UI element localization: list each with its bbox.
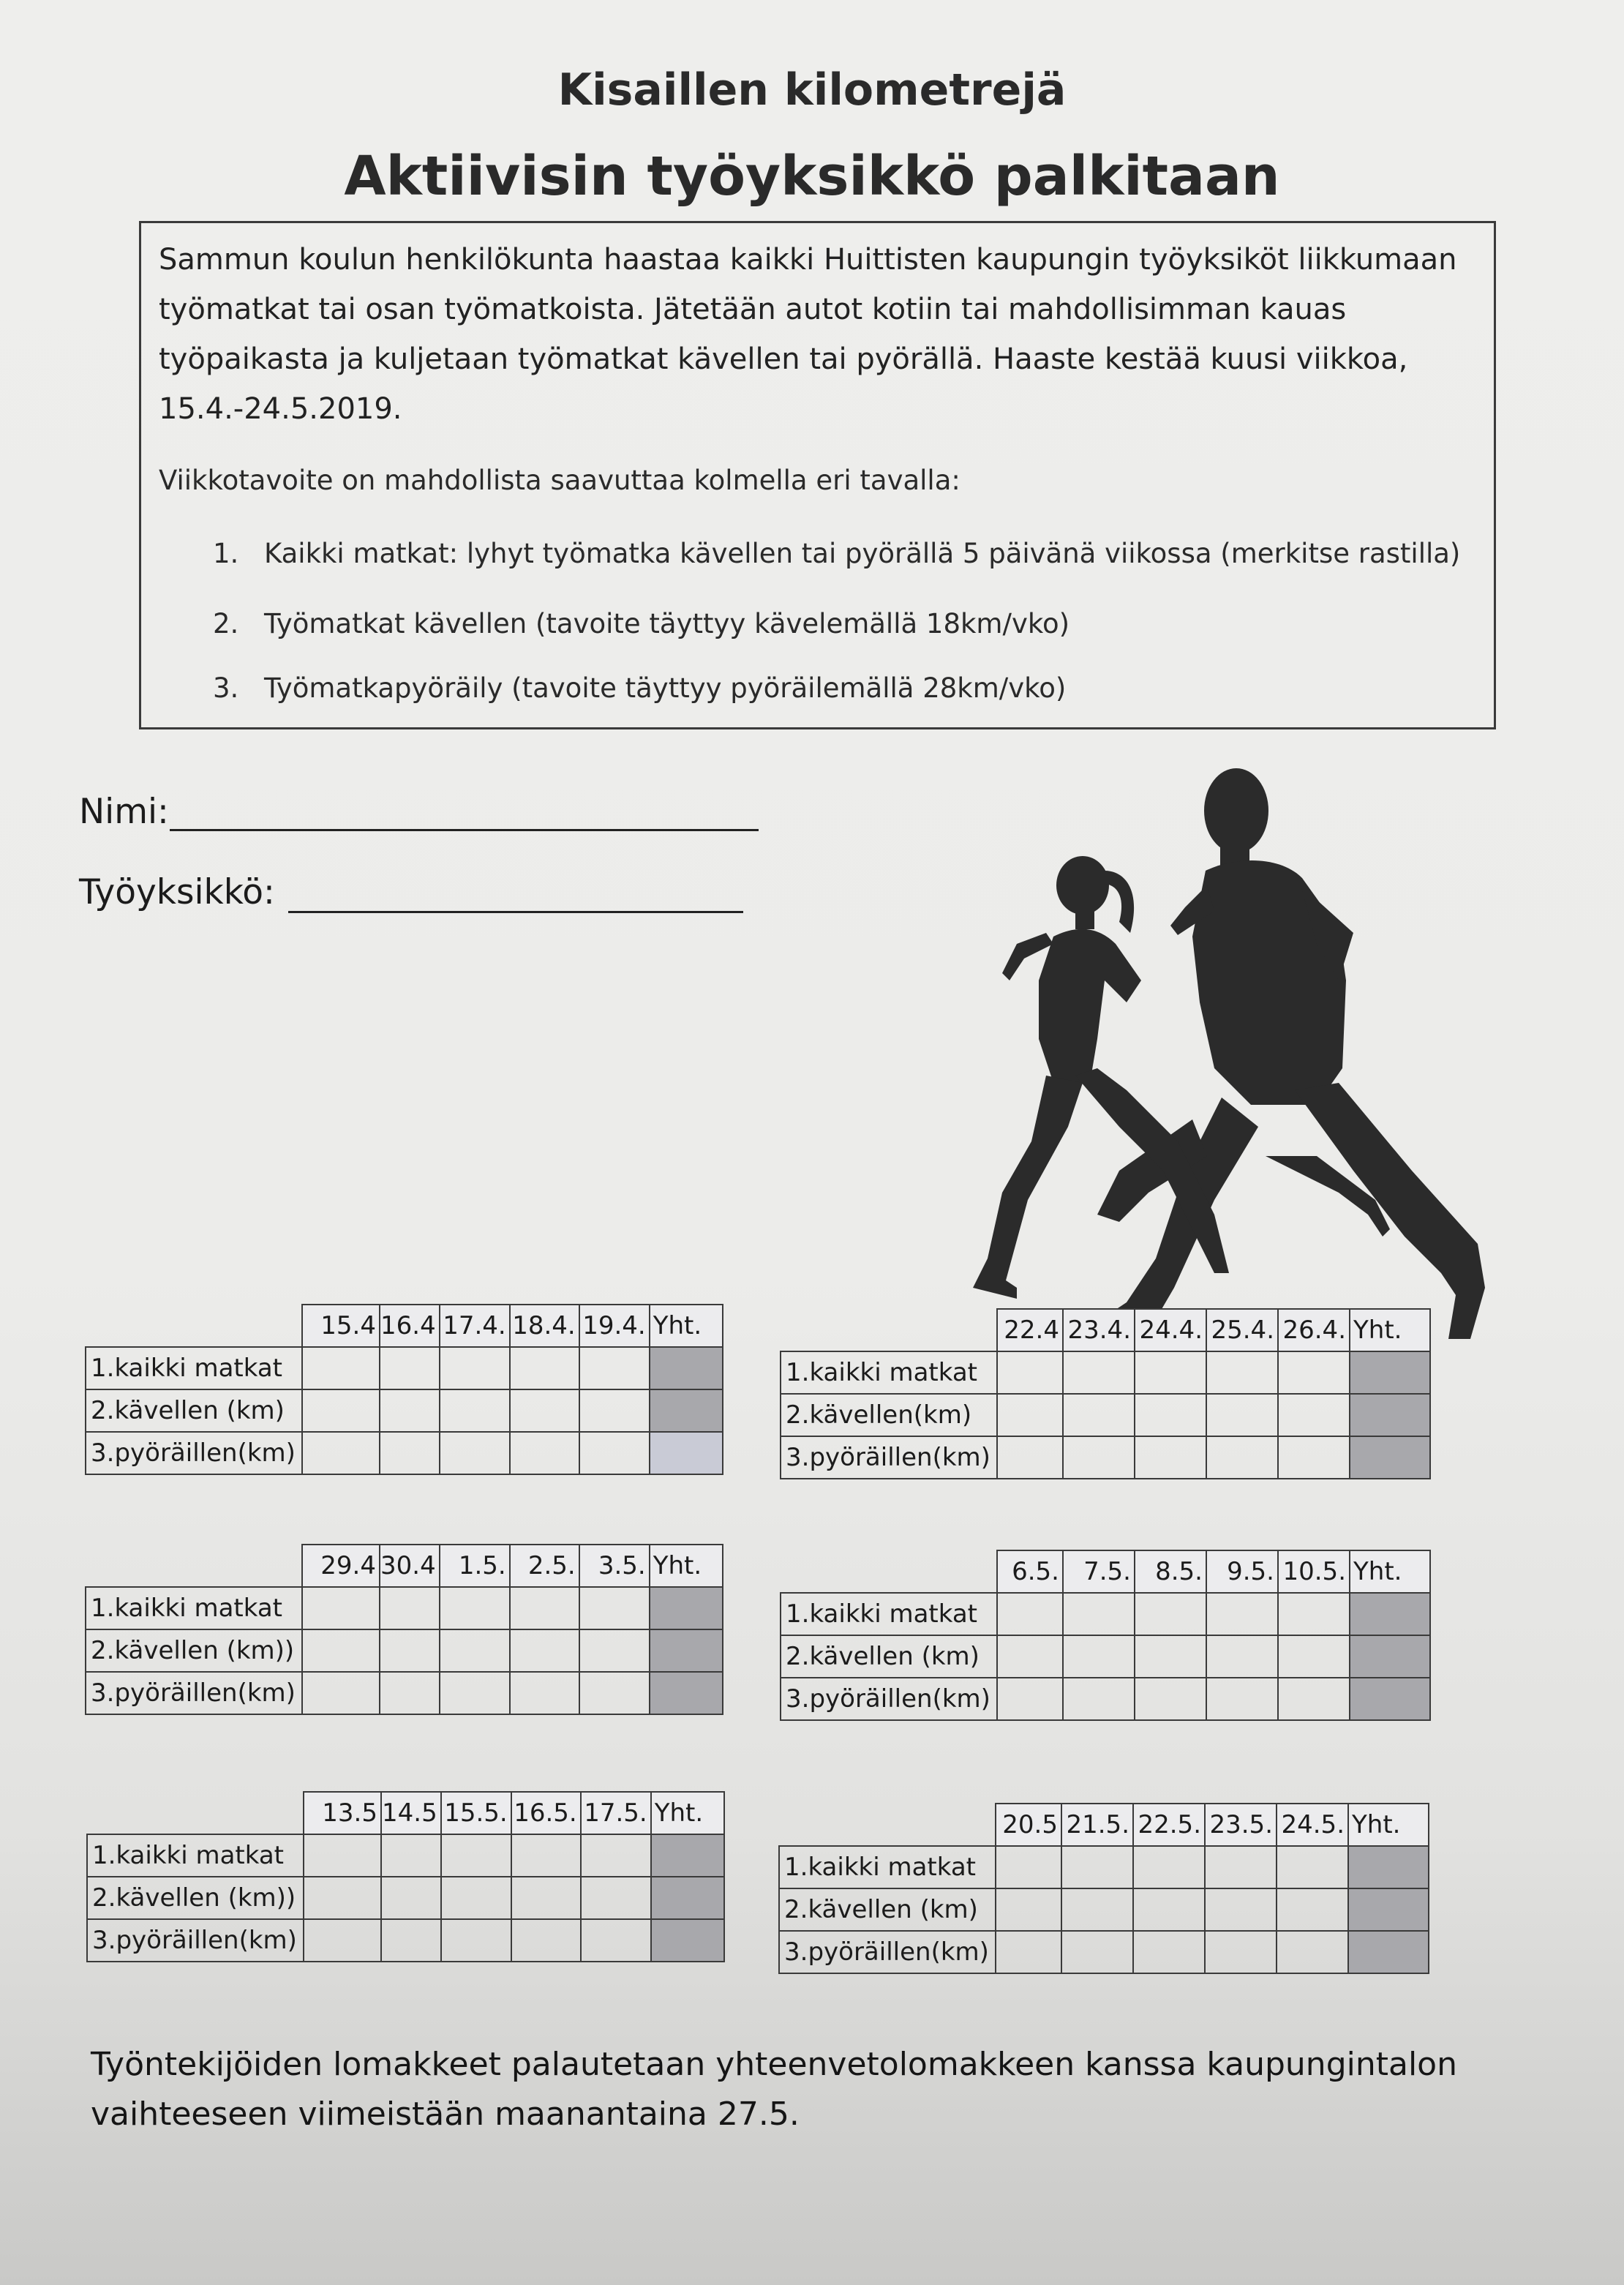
row-label: 2.kävellen (km) [781,1635,997,1678]
week-table [778,1803,1429,1974]
date-header: 17.5. [581,1792,651,1834]
table-row [87,1919,724,1962]
entry-cell[interactable] [1135,1436,1206,1479]
entry-cell[interactable] [302,1587,380,1629]
entry-cell[interactable] [1135,1635,1206,1678]
page-subtitle: Aktiivisin työyksikkö palkitaan [344,145,1280,208]
entry-cell[interactable] [581,1834,651,1877]
entry-cell[interactable] [996,1888,1061,1931]
date-header: 16.4 [380,1305,440,1347]
entry-cell[interactable] [1277,1931,1348,1973]
total-cell[interactable] [651,1919,724,1962]
entry-cell[interactable] [581,1877,651,1919]
table-row [779,1846,1429,1888]
table-row [86,1389,723,1432]
date-header: 22.5. [1133,1804,1205,1846]
entry-cell[interactable] [510,1629,579,1672]
total-cell[interactable] [1348,1888,1429,1931]
entry-cell[interactable] [1278,1593,1350,1635]
entry-cell[interactable] [511,1877,581,1919]
entry-cell[interactable] [302,1629,380,1672]
date-header: 8.5. [1135,1550,1206,1593]
total-cell[interactable] [650,1672,723,1714]
row-label: 2.kävellen (km)) [86,1629,302,1672]
total-header: Yht. [1350,1550,1430,1593]
entry-cell[interactable] [1061,1888,1133,1931]
entry-cell[interactable] [302,1347,380,1389]
entry-cell[interactable] [1206,1394,1278,1436]
week-table [85,1544,723,1715]
entry-cell[interactable] [1206,1351,1278,1394]
entry-cell[interactable] [1061,1846,1133,1888]
row-label: 1.kaikki matkat [86,1347,302,1389]
table-row [86,1629,723,1672]
total-cell[interactable] [1350,1436,1430,1479]
entry-cell[interactable] [996,1931,1061,1973]
entry-cell[interactable] [511,1834,581,1877]
table-row [781,1635,1430,1678]
entry-cell[interactable] [380,1389,440,1432]
entry-cell[interactable] [1277,1888,1348,1931]
table-row [781,1436,1430,1479]
total-cell[interactable] [1350,1351,1430,1394]
table-row [781,1678,1430,1720]
total-cell[interactable] [650,1587,723,1629]
date-header: 23.5. [1205,1804,1277,1846]
total-header: Yht. [651,1792,724,1834]
date-header: 14.5 [381,1792,441,1834]
total-cell[interactable] [650,1432,723,1474]
intro-line: työmatkat tai osan työmatkoista. Jätetään autot kotiin tai mahdollisimman kauas [159,293,1347,326]
entry-cell[interactable] [1063,1351,1135,1394]
entry-cell[interactable] [579,1587,650,1629]
goal-text: Työmatkat kävellen (tavoite täyttyy kävelemällä 18km/vko) [264,608,1070,639]
total-header: Yht. [1348,1804,1429,1846]
entry-cell[interactable] [579,1389,650,1432]
row-label: 3.pyöräillen(km) [781,1678,997,1720]
row-label: 3.pyöräillen(km) [86,1672,302,1714]
row-label: 3.pyöräillen(km) [86,1432,302,1474]
date-header: 13.5 [304,1792,381,1834]
footer-line: vaihteeseen viimeistään maanantaina 27.5. [91,2095,800,2133]
entry-cell[interactable] [1206,1436,1278,1479]
table-row [86,1587,723,1629]
entry-cell[interactable] [510,1432,579,1474]
entry-cell[interactable] [380,1347,440,1389]
entry-cell[interactable] [1135,1678,1206,1720]
unit-label: Työyksikkö: [79,872,275,912]
unit-field[interactable] [288,911,743,913]
entry-cell[interactable] [1133,1846,1205,1888]
entry-cell[interactable] [1206,1678,1278,1720]
goal-item [213,672,1066,704]
entry-cell[interactable] [1061,1931,1133,1973]
date-header: 24.4. [1135,1309,1206,1351]
entry-cell[interactable] [440,1389,510,1432]
date-header: 30.4 [380,1545,440,1587]
week-table [780,1550,1431,1721]
date-header: 16.5. [511,1792,581,1834]
total-header: Yht. [1350,1309,1430,1351]
entry-cell[interactable] [997,1678,1063,1720]
entry-cell[interactable] [997,1351,1063,1394]
row-label: 3.pyöräillen(km) [779,1931,996,1973]
name-label: Nimi: [79,792,169,832]
date-header: 15.5. [441,1792,511,1834]
entry-cell[interactable] [1133,1888,1205,1931]
total-cell[interactable] [1350,1593,1430,1635]
entry-cell[interactable] [302,1672,380,1714]
entry-cell[interactable] [1205,1931,1277,1973]
row-label: 1.kaikki matkat [86,1587,302,1629]
total-cell[interactable] [650,1347,723,1389]
total-cell[interactable] [650,1629,723,1672]
entry-cell[interactable] [997,1394,1063,1436]
entry-cell[interactable] [1135,1394,1206,1436]
entry-cell[interactable] [510,1389,579,1432]
entry-cell[interactable] [1278,1351,1350,1394]
entry-cell[interactable] [1206,1635,1278,1678]
entry-cell[interactable] [441,1919,511,1962]
entry-cell[interactable] [1063,1394,1135,1436]
entry-cell[interactable] [1135,1351,1206,1394]
week-table [86,1791,725,1962]
date-header: 17.4. [440,1305,510,1347]
entry-cell[interactable] [1205,1846,1277,1888]
entry-cell[interactable] [1277,1846,1348,1888]
intro-text [159,235,1475,434]
entry-cell[interactable] [440,1347,510,1389]
table-row [86,1347,723,1389]
goal-lead: Viikkotavoite on mahdollista saavuttaa kolmella eri tavalla: [159,465,961,496]
goal-item [213,538,1460,569]
entry-cell[interactable] [381,1877,441,1919]
entry-cell[interactable] [581,1919,651,1962]
table-row [781,1394,1430,1436]
row-label: 1.kaikki matkat [781,1593,997,1635]
date-header: 15.4 [302,1305,380,1347]
entry-cell[interactable] [1206,1593,1278,1635]
date-header: 3.5. [579,1545,650,1587]
entry-cell[interactable] [441,1834,511,1877]
entry-cell[interactable] [441,1877,511,1919]
table-row [86,1432,723,1474]
name-field[interactable] [170,829,759,831]
entry-cell[interactable] [997,1593,1063,1635]
total-cell[interactable] [651,1877,724,1919]
entry-cell[interactable] [440,1672,510,1714]
row-label: 3.pyöräillen(km) [87,1919,304,1962]
entry-cell[interactable] [440,1629,510,1672]
entry-cell[interactable] [579,1347,650,1389]
total-cell[interactable] [1348,1846,1429,1888]
row-label: 1.kaikki matkat [87,1834,304,1877]
entry-cell[interactable] [1063,1678,1135,1720]
date-header: 1.5. [440,1545,510,1587]
goal-number: 3. [213,672,239,704]
entry-cell[interactable] [380,1629,440,1672]
week-table [85,1304,723,1475]
entry-cell[interactable] [381,1919,441,1962]
entry-cell[interactable] [380,1432,440,1474]
date-header: 18.4. [510,1305,579,1347]
entry-cell[interactable] [1278,1678,1350,1720]
date-header: 2.5. [510,1545,579,1587]
entry-cell[interactable] [440,1432,510,1474]
date-header: 25.4. [1206,1309,1278,1351]
total-header: Yht. [650,1545,723,1587]
row-label: 2.kävellen (km) [779,1888,996,1931]
runners-illustration [973,761,1514,1339]
date-header: 9.5. [1206,1550,1278,1593]
table-row [87,1834,724,1877]
entry-cell[interactable] [440,1587,510,1629]
info-box [139,221,1496,729]
entry-cell[interactable] [1063,1436,1135,1479]
entry-cell[interactable] [1278,1394,1350,1436]
goal-text: Kaikki matkat: lyhyt työmatka kävellen tai pyörällä 5 päivänä viikossa (merkitse rastilla) [264,538,1461,569]
table-row [779,1888,1429,1931]
entry-cell[interactable] [997,1436,1063,1479]
entry-cell[interactable] [380,1672,440,1714]
entry-cell[interactable] [302,1389,380,1432]
date-header: 19.4. [579,1305,650,1347]
goal-number: 1. [213,538,239,569]
row-label: 2.kävellen (km) [86,1389,302,1432]
date-header: 24.5. [1277,1804,1348,1846]
goal-item [213,608,1069,639]
date-header: 21.5. [1061,1804,1133,1846]
footer-line: Työntekijöiden lomakkeet palautetaan yhteenvetolomakkeen kanssa kaupungintalon [91,2046,1457,2083]
date-header: 22.4 [997,1309,1063,1351]
date-header: 29.4 [302,1545,380,1587]
entry-cell[interactable] [381,1834,441,1877]
intro-line: Sammun koulun henkilökunta haastaa kaikki Huittisten kaupungin työyksiköt liikkumaan [159,243,1457,277]
entry-cell[interactable] [302,1432,380,1474]
date-header: 10.5. [1278,1550,1350,1593]
table-row [86,1672,723,1714]
total-cell[interactable] [651,1834,724,1877]
entry-cell[interactable] [304,1919,381,1962]
row-label: 1.kaikki matkat [781,1351,997,1394]
total-cell[interactable] [1350,1394,1430,1436]
date-header: 20.5 [996,1804,1061,1846]
table-row [781,1593,1430,1635]
date-header: 7.5. [1063,1550,1135,1593]
entry-cell[interactable] [511,1919,581,1962]
table-row [87,1877,724,1919]
entry-cell[interactable] [579,1629,650,1672]
entry-cell[interactable] [304,1877,381,1919]
entry-cell[interactable] [1205,1888,1277,1931]
entry-cell[interactable] [380,1587,440,1629]
entry-cell[interactable] [510,1347,579,1389]
row-label: 3.pyöräillen(km) [781,1436,997,1479]
date-header: 23.4. [1063,1309,1135,1351]
date-header: 26.4. [1278,1309,1350,1351]
entry-cell[interactable] [579,1672,650,1714]
footer-text [91,2040,1554,2139]
goal-number: 2. [213,608,239,639]
entry-cell[interactable] [997,1635,1063,1678]
row-label: 2.kävellen(km) [781,1394,997,1436]
total-header: Yht. [650,1305,723,1347]
entry-cell[interactable] [1278,1635,1350,1678]
entry-cell[interactable] [1135,1593,1206,1635]
entry-cell[interactable] [1278,1436,1350,1479]
intro-line: 15.4.-24.5.2019. [159,392,402,426]
entry-cell[interactable] [510,1672,579,1714]
intro-line: työpaikasta ja kuljetaan työmatkat kävellen tai pyörällä. Haaste kestää kuusi viikkoa, [159,342,1408,376]
entry-cell[interactable] [996,1846,1061,1888]
total-cell[interactable] [1348,1931,1429,1973]
total-cell[interactable] [1350,1678,1430,1720]
entry-cell[interactable] [1063,1593,1135,1635]
entry-cell[interactable] [510,1587,579,1629]
man-runner-silhouette [1094,768,1485,1339]
date-header: 6.5. [997,1550,1063,1593]
table-row [779,1931,1429,1973]
total-cell[interactable] [1350,1635,1430,1678]
entry-cell[interactable] [1133,1931,1205,1973]
page-title: Kisaillen kilometrejä [557,64,1067,116]
entry-cell[interactable] [304,1834,381,1877]
row-label: 2.kävellen (km)) [87,1877,304,1919]
row-label: 1.kaikki matkat [779,1846,996,1888]
entry-cell[interactable] [579,1432,650,1474]
week-table [780,1308,1431,1479]
goal-text: Työmatkapyöräily (tavoite täyttyy pyöräilemällä 28km/vko) [264,672,1067,704]
entry-cell[interactable] [1063,1635,1135,1678]
total-cell[interactable] [650,1389,723,1432]
table-row [781,1351,1430,1394]
